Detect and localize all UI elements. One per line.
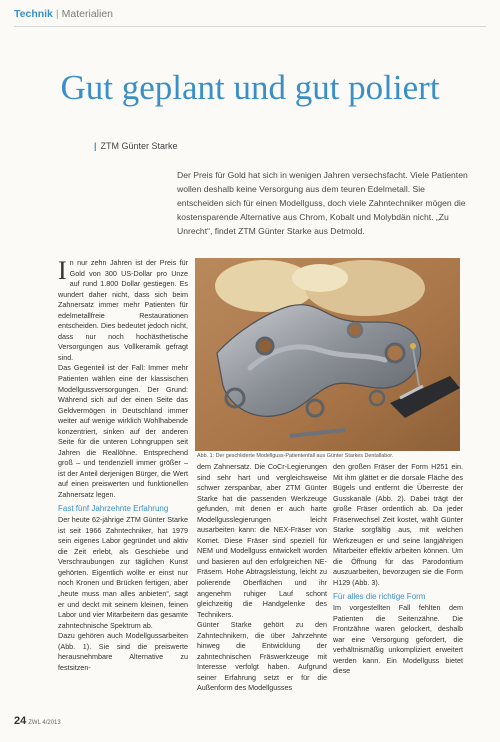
page-footer	[14, 715, 61, 727]
section-label: Technik	[14, 8, 53, 20]
body-paragraph-3: Der heute 62-jährige ZTM Günter Starke ist seit 1966 Zahntechniker, hat 1979 sein eigenes Labor gegründet und aktiv die Zeit erlebt, als Geschiebe und Verschraubungen zur täglichen Kunst gehörten. Eigentlich wollte er einst nur noch Kronen und Brücken fertigen, aber „heute muss man alles anbieten“, sagt er und deckt mit seinem kleinen, feinen Labor und vier Mitarbeitern das gesamte zahntechnische Spektrum ab.	[58, 515, 188, 630]
body-paragraph-5: dem Zahnersatz. Die CoCr-Legierungen sind sehr hart und vergleichsweise schwer zerspanbar, aber ZTM Günter Starke hat die passenden Werkzeuge gefunden, mit denen er auch harte Modellgusslegierungen leicht ausarbeiten kann: die NEX-Fräser von Komet. Diese Fräser sind speziell für NEM und Modellguss entwickelt worden und basieren auf den erfolgreichen NE-Fräsern. Hohe Abtragsleistung, leicht zu polierende Oberflächen und ihr angenehm ruhiger Lauf schont gleichzeitig die Handgelenke des Technikers.	[197, 462, 327, 619]
header-rule	[14, 26, 486, 27]
column-1	[58, 258, 188, 673]
body-paragraph-1-text: n nur zehn Jahren ist der Preis für Gold von 300 US-Dollar pro Unze auf rund 1.800 Dollar gestiegen. Es wundert daher nicht, dass sich beim Zahnersatz immer mehr Patienten für edelmetallfreie Restaurationen entscheiden. Dies bedeutet jedoch nicht, dass nur noch hochästhetische Versorgungen aus Vollkeramik gefragt sind.	[58, 258, 188, 362]
body-paragraph-1	[58, 258, 188, 363]
subsection-label: Materialien	[61, 8, 113, 20]
page-number: 24	[14, 715, 27, 727]
running-header	[14, 8, 113, 20]
body-paragraph-7: den großen Fräser der Form H251 ein. Mit ihm glättet er die dorsale Fläche des Bügels und entfernt die Überreste der Gusskanäle (Abb. 2). Dabei trägt der große Fräser ordentlich ab. Da jeder Fräserwechsel Zeit kostet, wählt Günter Starke sorgfältig aus, mit welchen Werkzeugen er und seine langjährigen Mitarbeiter effektiv arbeiten können. Um die Öffnung für das Parodontium auszuarbeiten, bevorzugen sie die Form H129 (Abb. 3).	[333, 462, 463, 588]
header-separator: |	[55, 8, 59, 20]
column-2	[197, 462, 327, 694]
issue-label: ZWL 4/2013	[28, 720, 61, 726]
column-3	[333, 462, 463, 677]
photo-caption: Abb. 1: Der geschliderte Modellguss-Patientenfall aus Günter Starkes Dentallabor.	[197, 453, 394, 459]
intro-paragraph: Der Preis für Gold hat sich in wenigen Jahren versechsfacht. Viele Patienten wollen deshalb keine Versorgung aus dem teuren Edelmetall. Sie entscheiden sich für einen Modellguss, doch viele Zahntechniker mögen die kostensparende Alternative aus Chrom, Kobalt und Molybdän nicht. „Zu Unrecht“, findet ZTM Günter Starke aus Detmold.	[177, 170, 468, 236]
author-name: ZTM Günter Starke	[100, 141, 178, 151]
body-paragraph-4: Dazu gehören auch Modellgussarbeiten (Abb. 1). Sie sind die preiswerte herausnehmbare Alternative zu festsitzen-	[58, 631, 188, 672]
article-title: Gut geplant und gut poliert	[60, 68, 440, 107]
author-marker: |	[94, 141, 97, 151]
subheading-experience: Fast fünf Jahrzehnte Erfahrung	[58, 503, 169, 513]
drop-cap: I	[58, 256, 67, 285]
author-line	[94, 141, 178, 151]
subheading-form: Für alles die richtige Form	[333, 591, 426, 601]
body-paragraph-2: Das Gegenteil ist der Fall: Immer mehr Patienten wählen eine der klassischen Modellgussversorgungen. Der Grund: Während sich auf der einen Seite das Geldvermögen in Deutschland immer weiter auf wenige wirklich Wohlhabende konzentriert, sinken auf der anderen Seite für die unteren Lohngruppen seit Jahren die Reallöhne. Entsprechend groß – und tendenziell immer größer – ist der Anteil derjenigen Bürger, die Wert auf einen preiswerten und funktionellen Zahnersatz legen.	[58, 363, 188, 500]
article-photo	[195, 258, 460, 451]
body-paragraph-6: Günter Starke gehört zu den Zahntechnikern, die über Jahrzehnte hinweg die Entwicklung der zahntechnischen Fräswerkzeuge mit Interesse verfolgt haben. Aufgrund seiner Erfahrung setzt er für die Außenform des Modellgusses	[197, 620, 327, 693]
body-paragraph-8: Im vorgestellten Fall fehlten dem Patienten die Seitenzähne. Die Frontzähne waren gelockert, deshalb war eine Versorgung gefordert, die verhältnismäßig unkompliziert erweitert werden kann. Ein Modellguss bietet diese	[333, 603, 463, 676]
